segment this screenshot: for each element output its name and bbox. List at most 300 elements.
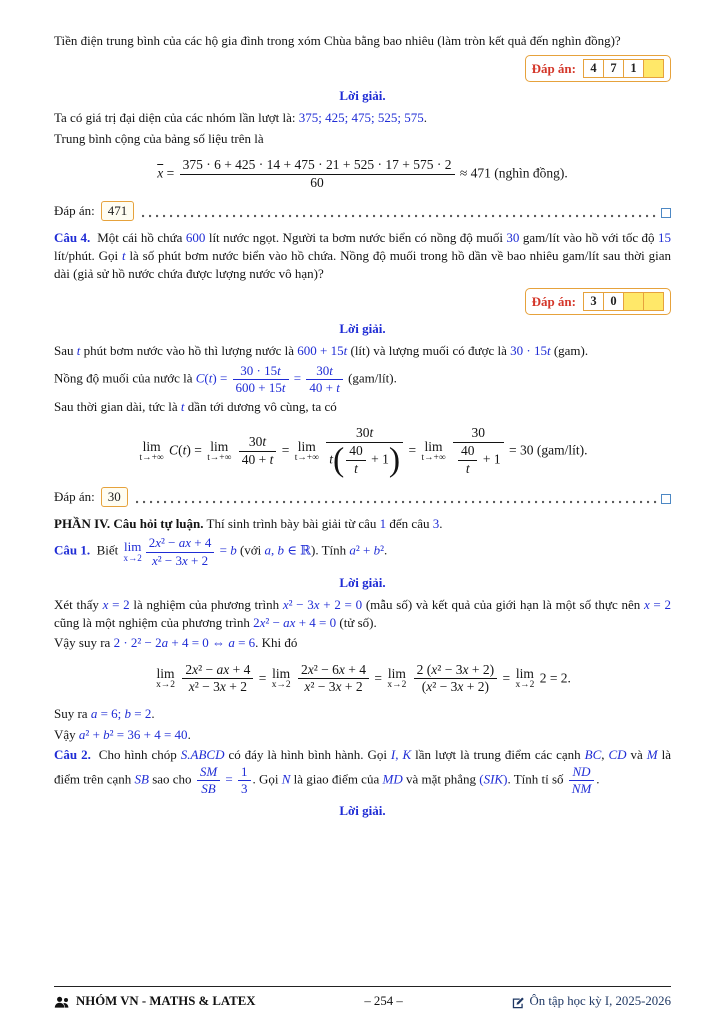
text-run: Cho hình chóp: [90, 746, 181, 762]
question-intro: [54, 32, 671, 50]
lim-subscript: x→2: [387, 680, 407, 691]
text-run: Câu 1.: [54, 543, 91, 559]
denominator: [306, 380, 342, 396]
text-run: t: [208, 370, 213, 386]
cau4-solution-line-1: [54, 342, 671, 360]
text-run: có đáy là hình bình hành. Gọi: [224, 746, 391, 762]
numerator: [298, 662, 369, 680]
text-run: x: [313, 597, 320, 612]
limit-operator: [421, 440, 445, 464]
text-run: 2: [148, 535, 156, 551]
text-run: ² − 3: [157, 552, 182, 568]
text-run: =: [405, 442, 420, 458]
text-run: (gam/lít).: [344, 370, 397, 386]
text-run: x: [155, 535, 162, 551]
text-run: [448, 443, 451, 458]
denominator: [238, 781, 251, 797]
text-run: t: [281, 379, 286, 395]
text-run: Câu 4.: [54, 229, 91, 245]
text-run: 30: [356, 425, 370, 441]
text-run: NM: [571, 781, 592, 797]
text-run: (: [479, 771, 484, 787]
text-run: 600 + 15: [235, 379, 282, 395]
text-run: ² +: [355, 543, 374, 559]
text-run: 600: [185, 229, 206, 245]
text-run: 2 = 2.: [536, 670, 571, 686]
text-run: = 2: [649, 597, 671, 612]
text-run: ): [503, 771, 508, 787]
text-run: x: [188, 679, 195, 695]
text-run: 40 +: [309, 379, 337, 395]
numerator: [239, 434, 277, 452]
text-run: ,: [271, 543, 278, 559]
text-run: 1: [241, 763, 248, 779]
lim-word: lim: [515, 665, 534, 681]
text-run: . Tính tỉ số: [507, 771, 567, 787]
denominator: [458, 461, 478, 478]
text-run: ) =: [186, 442, 206, 458]
text-run: x: [192, 661, 199, 677]
text-run: t: [277, 362, 281, 378]
fraction: [569, 764, 595, 798]
dotted-leader: [136, 494, 657, 504]
text-run: + 4 = 0 ⇔: [168, 635, 229, 651]
lim-word: lim: [424, 438, 443, 454]
text-run: + 4: [191, 535, 212, 551]
text-run: + 4: [344, 661, 367, 677]
ballot-square-icon: [661, 494, 671, 504]
answer-box-cells: [583, 292, 664, 311]
answer-line-1: [54, 201, 671, 221]
text-run: =: [255, 670, 270, 686]
denominator: [346, 461, 366, 478]
display-math-mean: [54, 157, 671, 192]
text-run: 2: [300, 661, 308, 677]
display-math-limit-2: [54, 662, 671, 697]
numerator: [182, 662, 253, 680]
text-run: (gam).: [550, 343, 589, 359]
text-run: [293, 670, 296, 685]
text-run: t: [465, 461, 470, 477]
text-run: x: [338, 661, 345, 677]
footer-right: [512, 993, 671, 1011]
mean-intro-line: [54, 130, 671, 148]
answer-digit-cell: 0: [603, 292, 624, 311]
text-run: ∈ ℝ: [284, 543, 311, 559]
cau1-solution-line-2: [54, 634, 671, 652]
text-run: . Gọi: [252, 771, 282, 787]
text-run: ND: [572, 763, 591, 779]
text-run: SM: [199, 763, 218, 779]
text-run: (: [178, 442, 183, 458]
text-run: Nồng độ muối của nước là: [54, 370, 196, 386]
text-run: lít nước ngọt. Người ta bơm nước biển có nồng độ muối: [205, 229, 507, 245]
fraction: [326, 425, 403, 478]
text-run: b: [124, 706, 132, 722]
lim-subscript: t→+∞: [421, 452, 446, 463]
text-run: t: [262, 434, 267, 450]
section-phan-iv: [54, 515, 671, 533]
fraction: [239, 434, 277, 469]
text-run: (với: [236, 543, 265, 559]
cau1-solution-line-3: [54, 705, 671, 723]
text-run: 3: [241, 781, 248, 797]
text-run: 375 · 6 + 425 · 14 + 475 · 21 + 525 · 17 + 575 · 2: [182, 156, 452, 172]
text-run: + 4 = 0: [295, 615, 337, 631]
numerator: [346, 443, 366, 461]
text-run: Vậy: [54, 726, 79, 742]
lim-word: lim: [210, 438, 229, 454]
text-run: = 6;: [97, 706, 125, 722]
text-run: x: [151, 552, 158, 568]
answer-box-1: [525, 55, 671, 82]
numerator: [414, 662, 497, 680]
text-run: x: [102, 597, 109, 612]
question-cau2: [54, 746, 675, 798]
group-icon: [54, 996, 70, 1008]
text-run: b: [373, 543, 381, 559]
answer-digit-cell: 1: [623, 59, 644, 78]
numerator: [238, 764, 251, 781]
text-run: ² +: [85, 726, 104, 742]
text-run: + 2): [468, 661, 495, 677]
lim-subscript: t→+∞: [294, 452, 319, 463]
text-run: t: [546, 343, 551, 359]
text-run: Vậy suy ra: [54, 635, 114, 651]
numerator: [458, 443, 478, 461]
text-run: là điểm trên cạnh: [54, 746, 675, 787]
limit-operator: [140, 440, 164, 464]
limit-operator: [156, 667, 175, 691]
text-run: 40 +: [241, 452, 270, 468]
text-run: 2: [185, 661, 193, 677]
text-run: t: [269, 452, 274, 468]
text-run: =: [163, 165, 178, 181]
answer-digit-cell: [623, 292, 644, 311]
text-run: x: [219, 679, 226, 695]
text-run: =: [290, 370, 305, 386]
text-run: ² − 3: [437, 661, 463, 677]
text-run: Sau thời gian dài, tức là: [54, 399, 181, 415]
answer-box-2: [525, 288, 671, 315]
text-run: là giao điểm của: [290, 771, 383, 787]
text-run: Trung bình cộng của bảng số liệu trên là: [54, 130, 264, 146]
answer-digit-cell: [643, 59, 664, 78]
text-run: (tử số).: [336, 615, 377, 631]
text-run: ,: [601, 746, 609, 762]
text-run: t: [76, 343, 81, 359]
text-run: a: [78, 726, 86, 742]
overline-variable: $\overline{x}$: [157, 165, 164, 181]
text-run: + 1: [479, 451, 501, 467]
lim-subscript: t→+∞: [139, 452, 164, 463]
answer-box-cells: [583, 59, 664, 78]
text-run: 30: [471, 425, 486, 441]
text-run: CD: [608, 746, 627, 762]
text-run: = 2: [131, 706, 152, 722]
text-run: .: [384, 543, 388, 559]
text-run: [233, 443, 236, 458]
text-run: + 2: [225, 679, 247, 695]
text-run: 30: [316, 362, 330, 378]
text-run: (lít) và lượng muối có được là: [347, 343, 511, 359]
text-run: ² − 3: [310, 679, 336, 695]
text-run: b: [277, 543, 285, 559]
text-run: Một cái hồ chứa: [90, 229, 186, 245]
denominator: [239, 452, 277, 469]
denominator: [182, 679, 253, 696]
text-run: (: [421, 679, 427, 695]
numerator: [180, 157, 455, 175]
text-run: =: [499, 670, 514, 686]
text-run: 3: [432, 516, 440, 532]
denominator: [414, 679, 497, 696]
fraction: [453, 425, 504, 478]
text-run: + 2): [463, 679, 489, 695]
text-run: ² −: [198, 661, 217, 677]
text-run: 2 (: [416, 661, 432, 677]
text-run: + 2: [341, 679, 363, 695]
text-run: Suy ra: [54, 706, 91, 722]
limit-operator: [207, 440, 231, 464]
text-run: (: [204, 370, 209, 386]
answer-value-box: 471: [101, 201, 135, 221]
text-run: a: [228, 635, 235, 651]
text-run: x: [282, 597, 289, 612]
answer-box-label: Đáp án:: [531, 60, 576, 76]
text-run: là nghiệm của phương trình: [129, 597, 283, 612]
text-run: C: [195, 370, 205, 386]
denominator: [197, 781, 220, 797]
text-run: Biết: [90, 543, 122, 559]
numerator: [146, 535, 215, 552]
text-run: Sau: [54, 343, 77, 359]
text-run: t: [369, 425, 374, 441]
text-run: a: [161, 635, 169, 651]
text-run: SIK: [483, 771, 504, 787]
text-run: 1: [379, 516, 387, 532]
footer-left-text: NHÓM VN - MATHS & LATEX: [76, 994, 256, 1009]
answer-box-1-row: [54, 55, 671, 82]
text-run: ax: [178, 535, 192, 551]
denominator: [146, 553, 215, 569]
text-run: lít/phút. Gọi: [54, 229, 675, 263]
text-run: ax: [216, 661, 230, 677]
text-run: gam/lít vào hồ với tốc độ: [519, 229, 658, 245]
lim-word: lim: [297, 438, 316, 454]
text-run: MD: [382, 771, 403, 787]
page-footer: [54, 986, 671, 1011]
pencil-square-icon: [512, 996, 525, 1009]
representative-values-line: [54, 109, 671, 127]
text-run: [408, 670, 411, 685]
text-run: .: [151, 706, 155, 722]
text-run: = 2: [108, 597, 130, 612]
text-run: =: [278, 442, 293, 458]
text-run: x: [643, 597, 650, 612]
solution-heading: Lời giải.: [339, 574, 386, 590]
lim-subscript: t→+∞: [207, 452, 232, 463]
limit-operator: [124, 540, 142, 563]
text-run: ²: [380, 543, 385, 559]
answer-box-label: Đáp án:: [531, 293, 576, 309]
text-run: ² − 3: [432, 679, 458, 695]
answer-value-box: 30: [101, 487, 128, 507]
text-run: dần tới dương vô cùng, ta có: [184, 399, 337, 415]
fraction: [238, 764, 251, 798]
text-run: b: [103, 726, 110, 742]
text-run: 60: [310, 174, 324, 190]
cau4-solution-line-3: [54, 398, 671, 416]
fraction: [346, 443, 366, 478]
lim-word: lim: [272, 665, 291, 681]
answer-line-label: Đáp án:: [54, 202, 95, 218]
solution-heading: Lời giải.: [339, 803, 386, 819]
text-run: .: [423, 110, 427, 126]
denominator: [326, 443, 403, 478]
text-run: Câu 2.: [54, 746, 91, 762]
text-run: ≈ 471 (nghìn đồng).: [456, 165, 568, 181]
text-run: t: [182, 442, 187, 458]
text-run: ² −: [265, 615, 284, 631]
text-run: b: [230, 543, 237, 559]
text-run: I: [390, 746, 396, 762]
text-run: K: [402, 746, 412, 762]
answer-box-2-row: [54, 288, 671, 315]
text-run: sao cho: [148, 771, 195, 787]
answer-digit-cell: [643, 292, 664, 311]
text-run: ² −: [161, 535, 179, 551]
text-run: ) =: [212, 370, 231, 386]
answer-line-2: [54, 487, 671, 507]
text-run: phút bơm nước vào hồ thì lượng nước là: [80, 343, 298, 359]
text-run: [177, 670, 180, 685]
text-run: x: [457, 679, 464, 695]
question-cau4: [54, 229, 675, 284]
fraction: [298, 662, 369, 697]
text-run: .: [439, 516, 443, 532]
text-run: lần lượt là trung điểm các cạnh: [411, 746, 585, 762]
page-number: – 254 –: [364, 994, 403, 1009]
big-paren: ): [388, 441, 401, 479]
text-run: cũng là một nghiệm của phương trình: [54, 597, 675, 631]
cau4-solution-line-2: [54, 363, 671, 397]
text-run: M: [646, 746, 658, 762]
denominator: [180, 175, 455, 192]
text-run: BC: [584, 746, 602, 762]
text-run: x: [431, 661, 438, 677]
text-run: a: [90, 706, 98, 722]
text-run: ² − 3: [288, 597, 314, 612]
fraction: [414, 662, 497, 697]
big-paren: (: [332, 441, 345, 479]
text-run: 40: [460, 443, 475, 459]
fraction: [306, 363, 342, 397]
text-run: Tiền điện trung bình của các hộ gia đình trong xóm Chùa bằng bao nhiêu (làm tròn kết quả đến nghìn đồng)?: [54, 33, 621, 48]
text-run: C: [169, 442, 179, 458]
text-run: 2: [253, 615, 260, 631]
text-run: t: [336, 379, 340, 395]
fraction: [458, 443, 478, 478]
numerator: [306, 363, 342, 380]
text-run: SB: [134, 771, 149, 787]
text-run: x: [304, 679, 311, 695]
text-run: 15: [657, 229, 671, 245]
numerator: [453, 425, 504, 443]
limit-operator: [515, 667, 534, 691]
dotted-leader: [142, 208, 657, 218]
answer-digit-cell: 4: [583, 59, 604, 78]
text-run: . Khi đó: [255, 635, 298, 651]
text-run: ² − 6: [313, 661, 339, 677]
text-run: 30 · 15: [510, 343, 547, 359]
footer-left: [54, 993, 256, 1011]
text-run: =: [216, 543, 231, 559]
fraction: [233, 363, 289, 397]
text-run: [321, 443, 324, 458]
answer-digit-cell: 3: [583, 292, 604, 311]
cau1-solution-line-1: [54, 596, 675, 632]
answer-line-label: Đáp án:: [54, 488, 95, 504]
text-run: t: [329, 362, 333, 378]
text-run: + 1: [367, 451, 389, 467]
lim-word: lim: [142, 438, 161, 454]
solution-heading: Lời giải.: [339, 321, 386, 337]
denominator: [569, 781, 595, 797]
text-run: .: [596, 771, 600, 787]
denominator: [233, 380, 289, 396]
text-run: ,: [395, 746, 403, 762]
text-run: + 2: [187, 552, 209, 568]
limit-operator: [295, 440, 319, 464]
text-run: t: [354, 461, 358, 477]
text-run: S.ABCD: [180, 746, 225, 762]
text-run: x: [426, 679, 433, 695]
text-run: 30: [506, 229, 520, 245]
fraction: [146, 535, 215, 569]
lim-word: lim: [123, 539, 142, 555]
numerator: [326, 425, 403, 443]
text-run: đến câu: [386, 516, 433, 532]
text-run: 600 + 15: [297, 343, 344, 359]
text-run: + 4: [229, 661, 251, 677]
text-run: PHẦN IV. Câu hỏi tự luận.: [54, 516, 204, 532]
lim-subscript: x→2: [123, 553, 142, 564]
text-run: ² = 36 + 4 = 40: [109, 726, 188, 742]
text-run: .: [187, 726, 191, 742]
text-run: t: [121, 247, 126, 263]
lim-subscript: x→2: [271, 680, 291, 691]
lim-word: lim: [156, 665, 175, 681]
text-run: x: [462, 661, 469, 677]
question-cau1: [54, 535, 671, 569]
text-run: 2 · 2² − 2: [113, 635, 162, 651]
footer-right-text: Ôn tập học kỳ I, 2025-2026: [529, 994, 671, 1009]
numerator: [197, 764, 220, 781]
text-run: 30: [248, 434, 263, 450]
text-run: t: [343, 343, 348, 359]
cau1-solution-line-4: [54, 726, 671, 744]
text-run: Thí sinh trình bày bài giải từ câu: [203, 516, 380, 532]
answer-digit-cell: 7: [603, 59, 624, 78]
text-run: SB: [201, 781, 216, 797]
text-run: = 6: [234, 635, 256, 651]
text-run: =: [222, 771, 236, 787]
text-run: x: [335, 679, 342, 695]
denominator: [298, 679, 369, 696]
text-run: và mặt phẳng: [402, 771, 480, 787]
text-run: x: [259, 615, 266, 631]
